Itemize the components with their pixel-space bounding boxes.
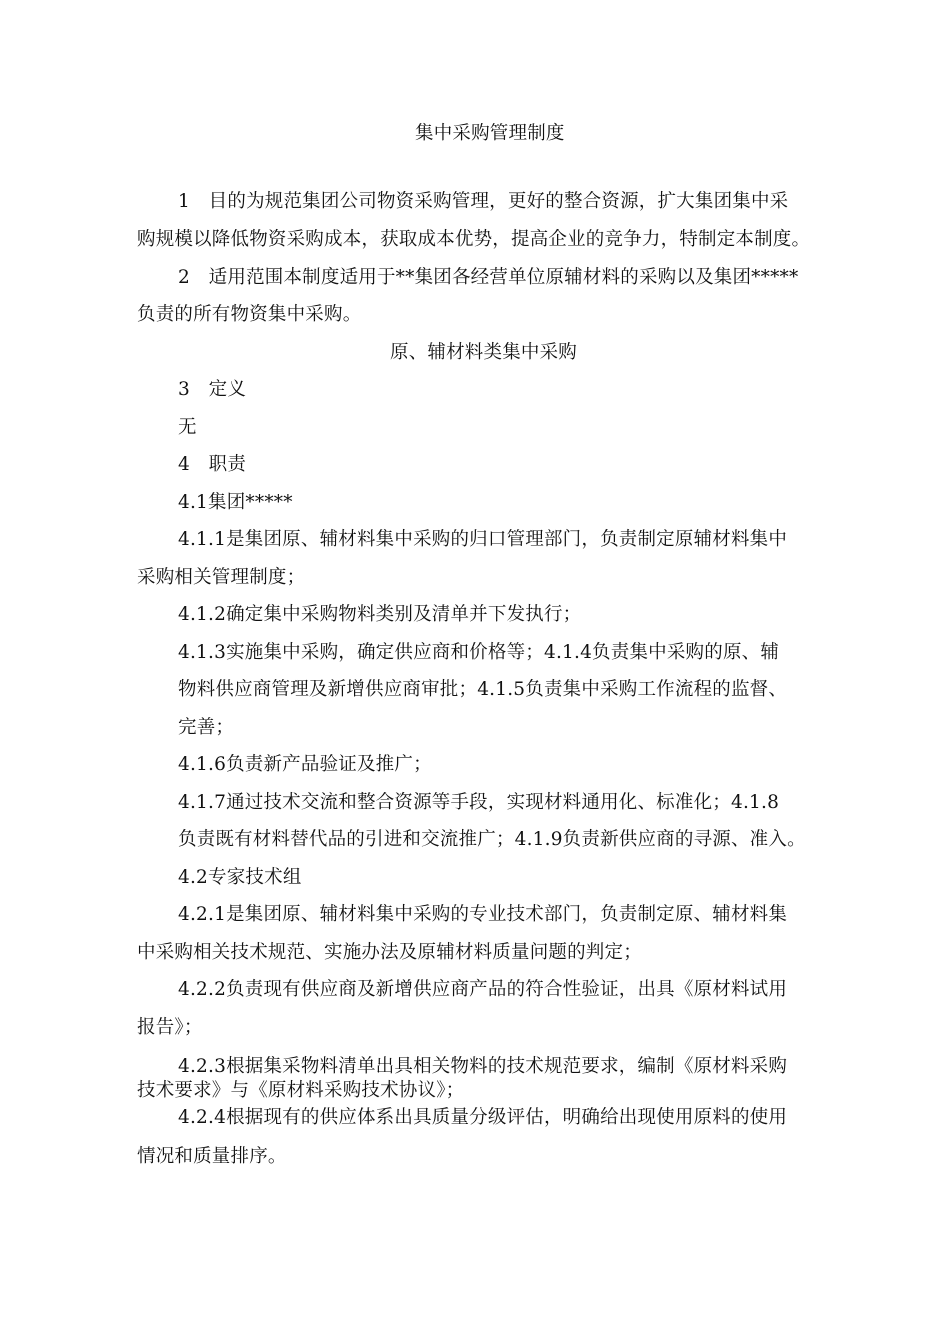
paragraph-line: 4.1.7通过技术交流和整合资源等手段，实现材料通用化、标准化；4.1.8: [178, 792, 780, 813]
paragraph-line: 3 定义: [178, 379, 247, 400]
paragraph-line: 4.1.3实施集中采购，确定供应商和价格等；4.1.4负责集中采购的原、辅: [178, 642, 780, 663]
paragraph-line: 4.2专家技术组: [178, 867, 302, 888]
paragraph-line: 物料供应商管理及新增供应商审批；4.1.5负责集中采购工作流程的监督、: [178, 679, 788, 700]
paragraph-line: 4.2.2负责现有供应商及新增供应商产品的符合性验证，出具《原材料试用: [178, 979, 788, 1000]
paragraph-line: 4.1集团*****: [178, 492, 293, 513]
section-heading: 原、辅材料类集中采购: [390, 342, 578, 363]
paragraph-line: 负责既有材料替代品的引进和交流推广；4.1.9负责新供应商的寻源、准入。: [178, 829, 806, 850]
paragraph-line: 4.2.4根据现有的供应体系出具质量分级评估，明确给出现使用原料的使用: [178, 1107, 788, 1128]
document-title: 集中采购管理制度: [415, 123, 565, 144]
paragraph-line: 1 目的为规范集团公司物资采购管理，更好的整合资源，扩大集团集中采: [178, 191, 789, 212]
paragraph-line: 4.1.2确定集中采购物料类别及清单并下发执行；: [178, 604, 582, 625]
paragraph-line: 4.1.6负责新产品验证及推广；: [178, 754, 432, 775]
paragraph-line: 完善；: [178, 717, 235, 738]
paragraph-line: 采购相关管理制度；: [137, 567, 306, 588]
paragraph-line: 负责的所有物资集中采购。: [137, 304, 362, 325]
paragraph-line: 报告》；: [137, 1017, 203, 1038]
paragraph-line: 4.2.1是集团原、辅材料集中采购的专业技术部门，负责制定原、辅材料集: [178, 904, 788, 925]
paragraph-line: 技术要求》与《原材料采购技术协议》；: [137, 1080, 465, 1101]
paragraph-line: 中采购相关技术规范、实施办法及原辅材料质量问题的判定；: [137, 942, 642, 963]
paragraph-line: 情况和质量排序。: [137, 1146, 287, 1167]
paragraph-line: 2 适用范围本制度适用于**集团各经营单位原辅材料的采购以及集团*****: [178, 267, 799, 288]
paragraph-line: 4.1.1是集团原、辅材料集中采购的归口管理部门，负责制定原辅材料集中: [178, 529, 788, 550]
paragraph-line: 无: [178, 417, 197, 438]
paragraph-line: 4 职责: [178, 454, 247, 475]
paragraph-line: 购规模以降低物资采购成本，获取成本优势，提高企业的竞争力，特制定本制度。: [137, 229, 811, 250]
paragraph-line: 4.2.3根据集采物料清单出具相关物料的技术规范要求，编制《原材料采购: [178, 1056, 788, 1077]
